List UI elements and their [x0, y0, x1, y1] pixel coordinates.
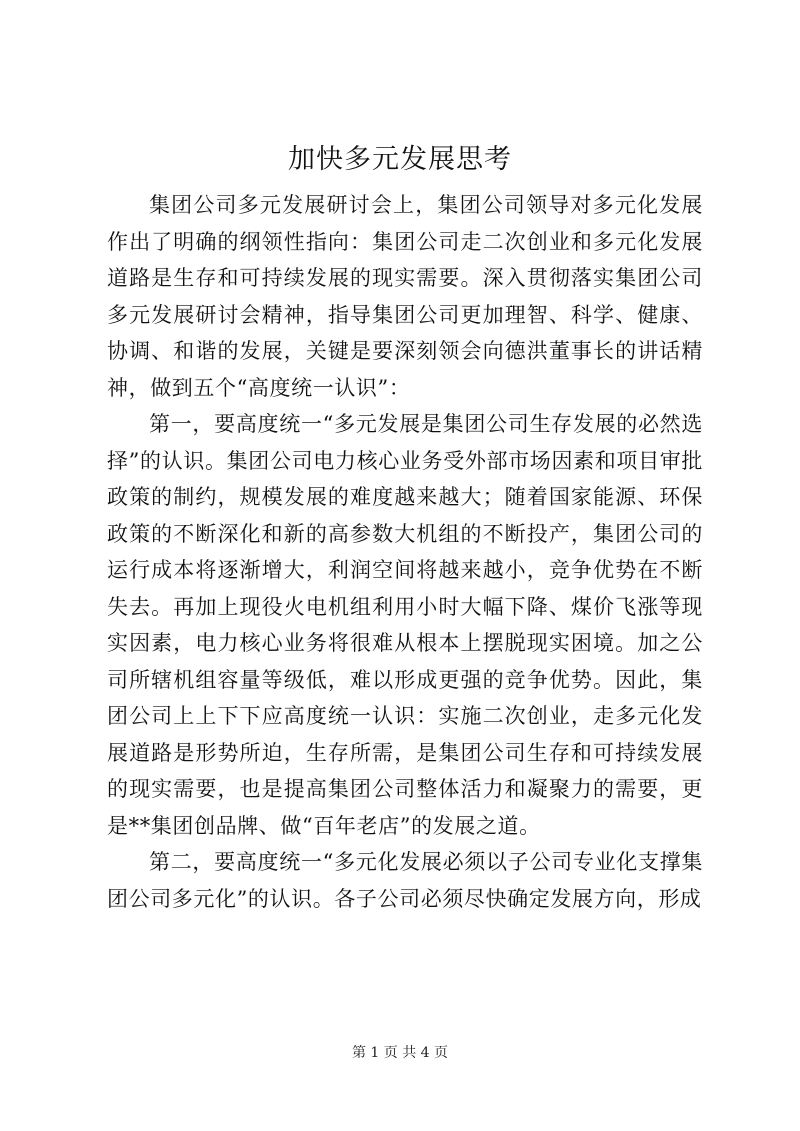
document-body [107, 187, 703, 917]
document-title: 加快多元发展思考 [288, 144, 512, 175]
paragraph-second-point: 第二，要高度统一“多元化发展必须以子公司专业化支撑集团公司多元化”的认识。各子公司必须尽快确定发展方向，形成 [107, 850, 703, 911]
paragraph-intro: 集团公司多元发展研讨会上，集团公司领导对多元化发展作出了明确的纲领性指向：集团公司走二次创业和多元化发展道路是生存和可持续发展的现实需要。深入贯彻落实集团公司多元发展研讨会精神，指导集团公司更加理智、科学、健康、协调、和谐的发展，关键是要深刻领会向德洪董事长的讲话精神，做到五个“高度统一认识”： [107, 193, 703, 400]
paragraph-first-point: 第一，要高度统一“多元发展是集团公司生存发展的必然选择”的认识。集团公司电力核心业务受外部市场因素和项目审批政策的制约，规模发展的难度越来越大；随着国家能源、环保政策的不断深化和新的高参数大机组的不断投产，集团公司的运行成本将逐渐增大，利润空间将越来越小，竞争优势在不断失去。再加上现役火电机组利用小时大幅下降、煤价飞涨等现实因素，电力核心业务将很难从根本上摆脱现实困境。加之公司所辖机组容量等级低，难以形成更强的竞争优势。因此，集团公司上上下下应高度统一认识：实施二次创业，走多元化发展道路是形势所迫，生存所需，是集团公司生存和可持续发展的现实需要，也是提高集团公司整体活力和凝聚力的需要，更是**集团创品牌、做“百年老店”的发展之道。 [107, 412, 703, 838]
page-number-footer: 第 1 页 共 4 页 [351, 1045, 449, 1061]
